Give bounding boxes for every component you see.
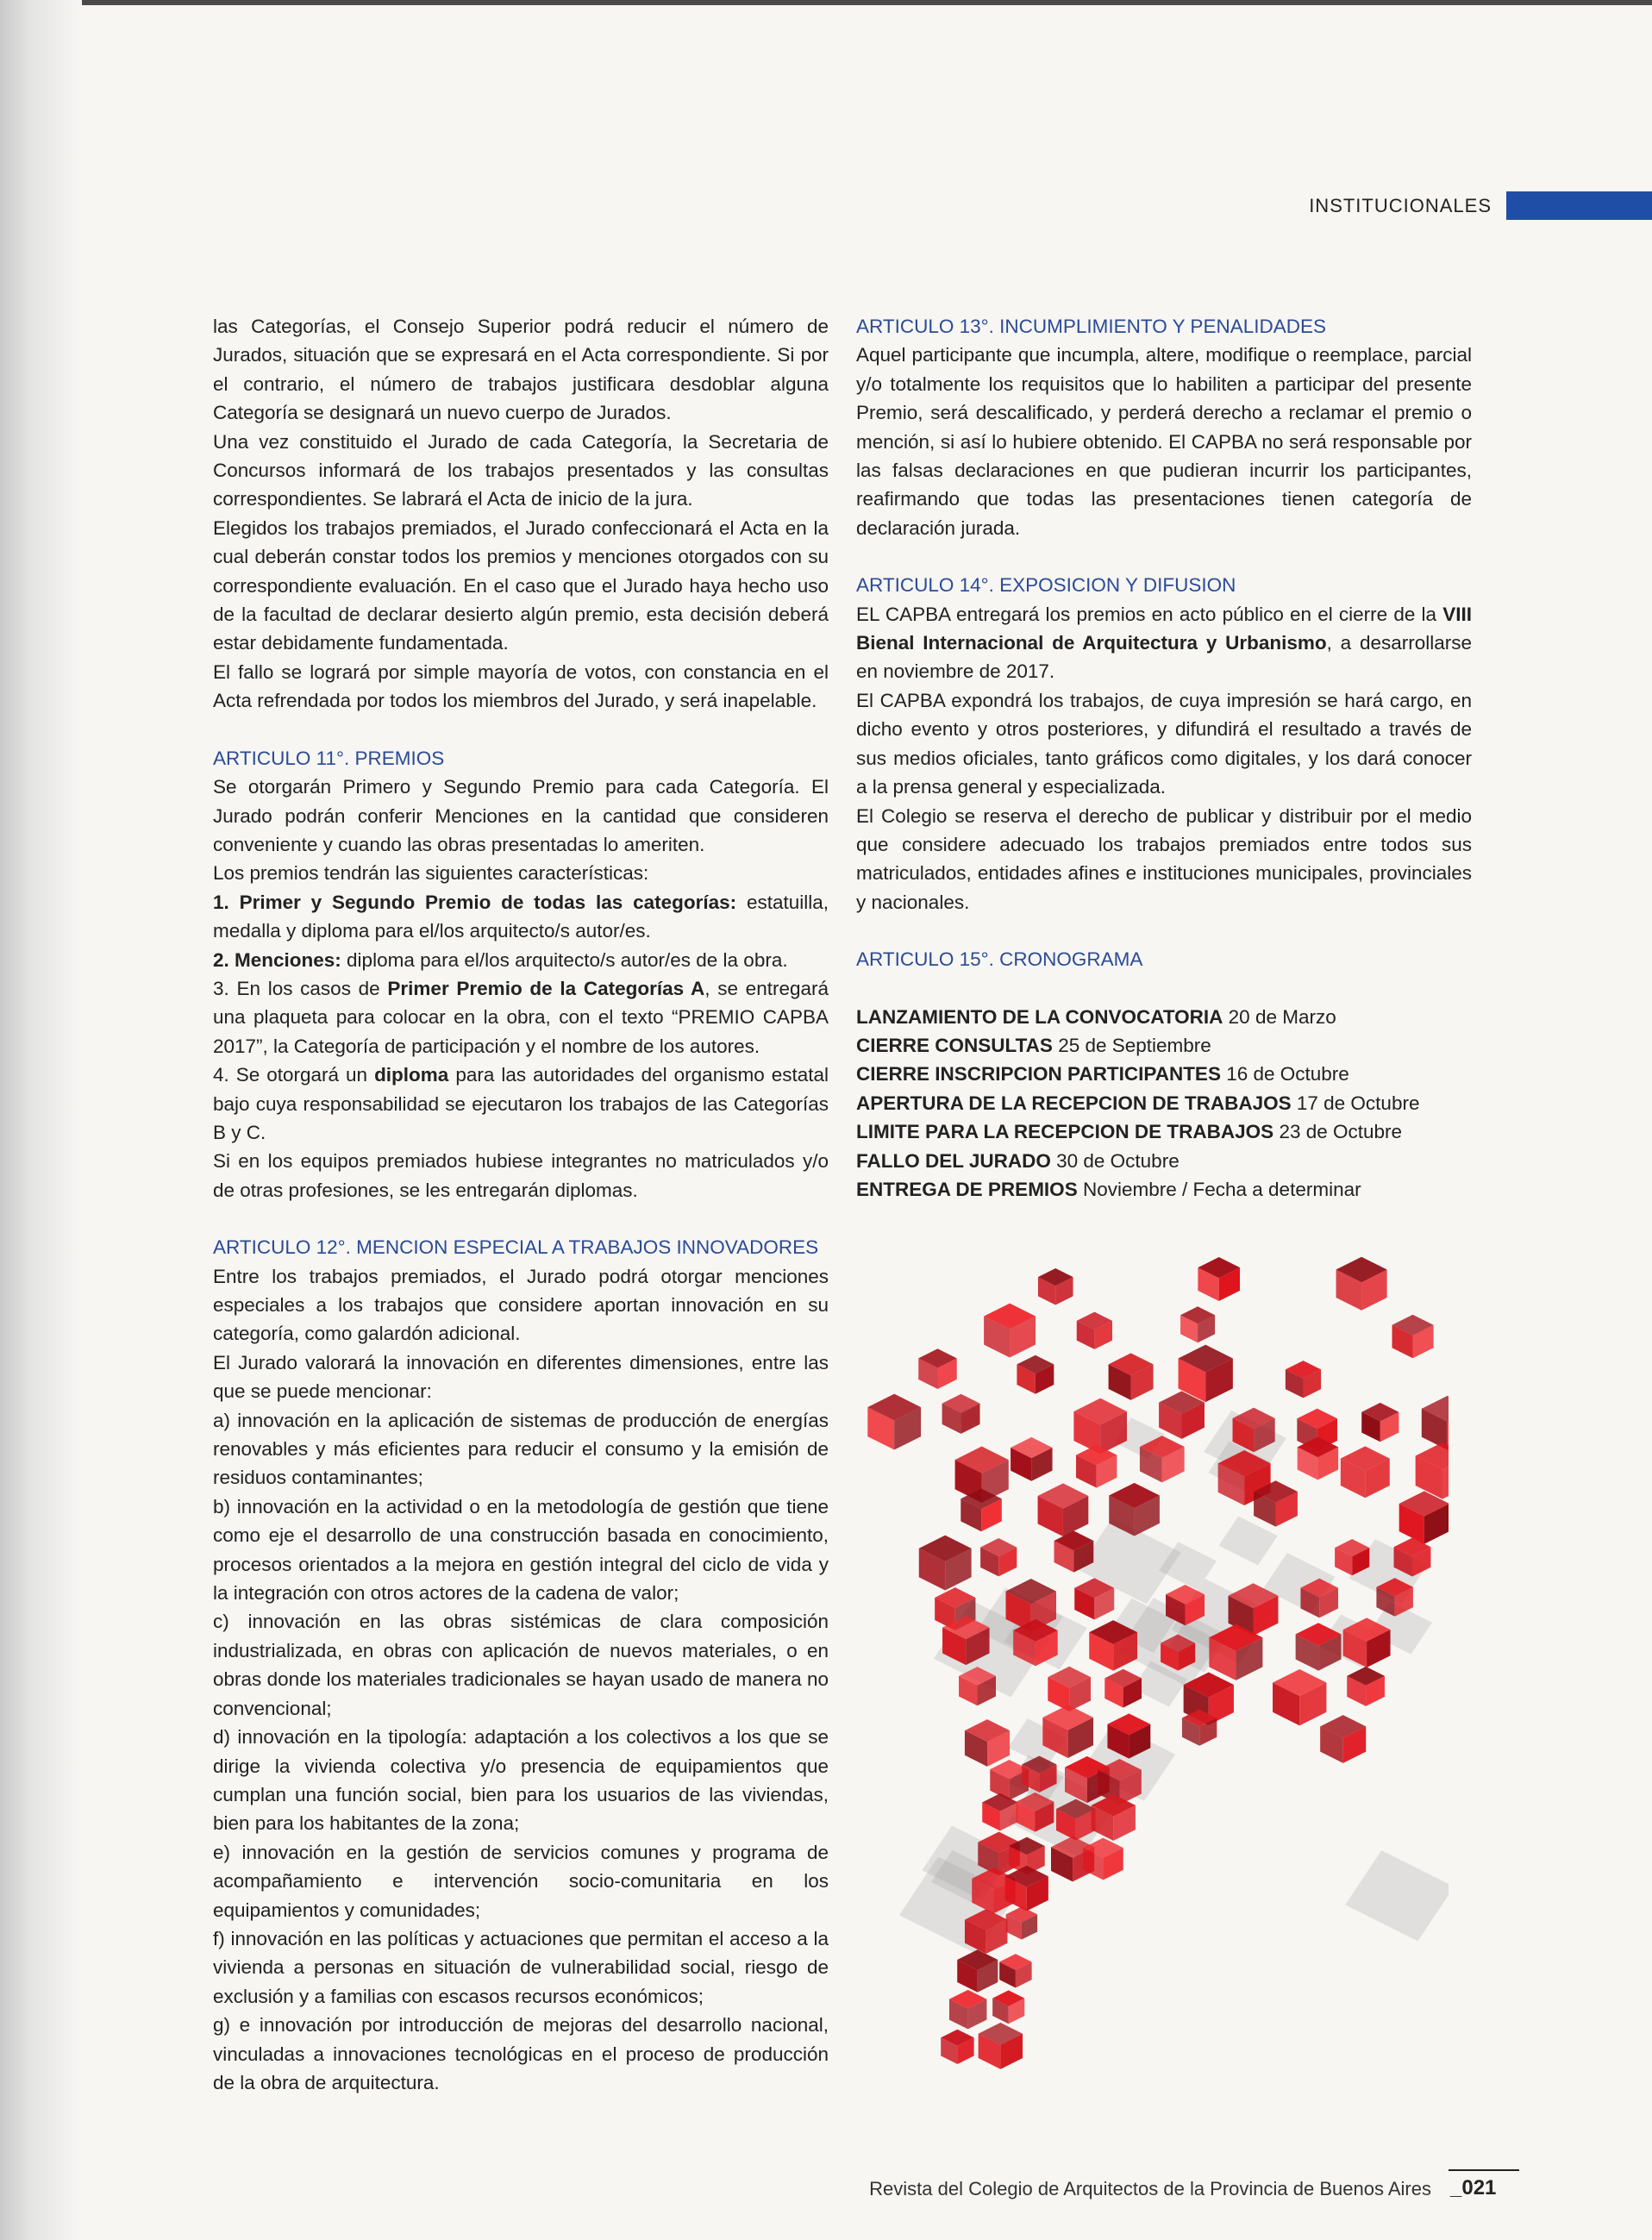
article-11-heading: ARTICULO 11°. PREMIOS [213,747,445,769]
page-gutter-shadow [0,0,82,2240]
schedule-row: FALLO DEL JURADO 30 de Octubre [856,1149,1180,1172]
article-13-heading: ARTICULO 13°. INCUMPLIMIENTO Y PENALIDADES [856,316,1326,337]
paragraph: El fallo se logrará por simple mayoría de votos, con constancia en el Acta refrendada por todos los miembros del Jurado, y será inapelable. [213,660,829,712]
cube-shape [919,1536,972,1591]
cube-shape [1422,1396,1449,1450]
cube-shape [979,2023,1023,2069]
cube-shape [1048,1667,1091,1711]
cube-shape [1109,1353,1154,1400]
shadow-shape [1345,1850,1449,1941]
schedule-row: APERTURA DE LA RECEPCION DE TRABAJOS 17 de Octubre [856,1092,1420,1114]
cube-shape [867,1394,921,1450]
cube-shape [1038,1483,1089,1536]
cube-shape [1416,1442,1449,1499]
innovation-item-g: g) e innovación por introducción de mejoras del desarrollo nacional, vinculadas a innovaciones tecnológicas en el proceso de producción de la obra de arquitectura. [213,2014,829,2093]
innovation-item-e: e) innovación en la gestión de servicios comunes y programa de acompañamiento e intervención socio-comunitaria en los equipamientos y comunidades; [213,1841,829,1921]
right-column [856,312,1472,1204]
cube-shape [984,1304,1036,1358]
prize-item-2: 2. Menciones: diploma para el/los arquitecto/s autor/es de la obra. [213,948,788,971]
journal-name: Revista del Colegio de Arquitectos de la Provincia de Buenos Aires [869,2178,1431,2199]
schedule-row: CIERRE CONSULTAS 25 de Septiembre [856,1034,1211,1056]
cube-shape [965,1719,1010,1767]
schedule-row: ENTREGA DE PREMIOS Noviembre / Fecha a determinar [856,1178,1361,1200]
cube-shape [1017,1355,1054,1394]
cube-shape [992,1990,1024,2024]
schedule-row: LIMITE PARA LA RECEPCION DE TRABAJOS 23 de Octubre [856,1121,1403,1143]
innovation-item-a: a) innovación en la aplicación de sistemas de producción de energías renovables y más eficientes para reducir el consumo y la emisión de residuos contaminantes; [213,1409,829,1489]
paragraph: Los premios tendrán las siguientes características: [213,862,649,885]
cube-shape [982,1793,1017,1830]
cube-shape [1336,1257,1387,1311]
innovation-item-c: c) innovación en las obras sistémicas de clara composición industrializada, en obras con aplicación de nuevos materiales, o en obras donde los materiales tradicionales se hayan usado de manera no convencional; [213,1611,829,1719]
cube-shape [1077,1312,1112,1349]
cube-shape [918,1348,956,1389]
cube-shape [1361,1403,1399,1442]
cube-shape [1073,1398,1127,1455]
red-cube-illustration [862,1250,1449,2078]
prize-item-4: 4. Se otorgará un diploma para las autoridades del organismo estatal bajo cuya responsabilidad se ejecutaron los trabajos de las Categorías B y C. [213,1064,829,1143]
paragraph: Se otorgarán Primero y Segundo Premio para cada Categoría. El Jurado podrán conferir Menciones en la cantidad que consideren conveniente y cuando las obras presentadas lo ameriten. [213,776,829,855]
innovation-item-f: f) innovación en las políticas y actuaciones que permitan el acceso a la vivienda a personas en situación de vulnerabilidad social, riesgo de exclusión y a familias con escasos recursos económicos; [213,1927,829,2007]
article-14-heading: ARTICULO 14°. EXPOSICION Y DIFUSION [856,574,1236,597]
cube-shape [942,1394,980,1434]
article-12-heading: ARTICULO 12°. MENCION ESPECIAL A TRABAJOS INNOVADORES [213,1236,819,1259]
cube-shape [1076,1445,1117,1488]
paragraph: Elegidos los trabajos premiados, el Jurado confeccionará el Acta en la cual deberán constar todos los premios y menciones otorgados con su correspondiente evaluación. En el caso que el Jurado haya hecho uso de la facultad de declarar desierto algún premio, esta decisión deberá estar debidamente fundamentada. [213,516,829,654]
cube-shape [999,1954,1031,1987]
section-color-bar [1506,191,1652,220]
cube-shape [1198,1257,1240,1301]
paragraph: Entre los trabajos premiados, el Jurado podrá otorgar menciones especiales a los trabajos que considere aportan innovación en su categoría, como galardón adicional. [213,1265,829,1345]
paragraph: Una vez constituido el Jurado de cada Categoría, la Secretaria de Concursos informará de los trabajos presentados y las consultas correspondientes. Se labrará el Acta de inicio de la jura. [213,430,829,510]
cube-shape [1006,1906,1037,1939]
cube-shape [1320,1715,1366,1763]
left-column [213,312,829,2097]
prize-item-1: 1. Primer y Segundo Premio de todas las categorías: estatuilla, medalla y diploma para el/los arquitecto/s autor/es. [213,891,829,942]
article-15-heading: ARTICULO 15°. CRONOGRAMA [856,948,1143,971]
paragraph: EL CAPBA entregará los premios en acto público en el cierre de la VIII Bienal Internacional de Arquitectura y Urbanismo, a desarrollarse en noviembre de 2017. [856,603,1472,683]
section-label: INSTITUCIONALES [1309,195,1492,216]
cube-shape [1286,1361,1321,1398]
cube-shape [941,2030,973,2064]
cube-shape [1392,1315,1433,1359]
cube-shape [949,1990,986,2030]
cube-shape [1011,1437,1052,1481]
paragraph: Aquel participante que incumpla, altere, modifique o reemplace, parcial y/o totalmente los requisitos que lo habiliten a participar del presente Premio, será descalificado, y perderá derecho a reclamar el premio o mención, si así lo hubiere obtenido. El CAPBA no será responsable por las falsas declaraciones en que pudieran incurrir los participantes, reafirmando que todas las presentaciones tienen categoría de declaración jurada. [856,344,1472,539]
cube-shape [1399,1491,1449,1543]
shadow-shape [1218,1516,1277,1565]
cube-shape [1347,1667,1385,1706]
paragraph: las Categorías, el Consejo Superior podrá reducir el número de Jurados, situación que se expresará en el Acta correspondiente. Si por el contrario, el número de trabajos justificara desdoblar alguna Categoría se designará un nuevo cuerpo de Jurados. [213,316,829,424]
innovation-item-d: d) innovación en la tipología: adaptación a los colectivos a los que se dirige la vivienda colectiva y/o presencia de equipamientos que cumplan una función social, bien para los usuarios de las viviendas, bien para los habitantes de la zona; [213,1726,829,1835]
cube-shape [1180,1306,1215,1342]
cube-shape [1159,1391,1205,1439]
cube-shape [1104,1669,1142,1708]
folio-rule [1449,2169,1519,2171]
cube-shape [957,1949,998,1992]
innovation-item-b: b) innovación en la actividad o en la metodología de gestión que tiene como eje el desarrollo de una construcción basada en conocimiento, procesos orientados a la mejora en gestión integral del ciclo de vida y la integración con otros actores de la cadena de valor; [213,1495,829,1605]
cube-shape [1273,1669,1326,1725]
paragraph: Si en los equipos premiados hubiese integrantes no matriculados y/o de otras profesiones, se les entregarán diplomas. [213,1150,829,1201]
top-edge-line [0,0,1652,5]
schedule-row: LANZAMIENTO DE LA CONVOCATORIA 20 de Marzo [856,1005,1336,1028]
paragraph: El Jurado valorará la innovación en diferentes dimensiones, entre las que se puede mencionar: [213,1351,829,1403]
schedule-list [856,1003,1472,1204]
page-number: _021 [1450,2176,1497,2199]
cube-shape [1341,1446,1390,1498]
schedule-row: CIERRE INSCRIPCION PARTICIPANTES 16 de Octubre [856,1063,1349,1086]
paragraph: El CAPBA expondrá los trabajos, de cuya impresión se hará cargo, en dicho evento y otros posteriores, y difundirá el resultado a través de sus medios oficiales, tanto gráficos como digitales, y los dará conocer a la prensa general y especializada. [856,689,1472,798]
cube-shape [980,1538,1017,1576]
cube-shape [1038,1268,1073,1305]
paragraph: El Colegio se reserva el derecho de publicar y distribuir por el medio que considere adecuado los trabajos premiados entre todos sus matriculados, entidades afines e instituciones municipales, provinciales y nacionales. [856,804,1472,913]
prize-item-3: 3. En los casos de Primer Premio de la Categorías A, se entregará una plaqueta para colocar en la obra, con el texto “PREMIO CAPBA 2017”, la Categoría de participación y el nombre de los autores. [213,977,829,1057]
